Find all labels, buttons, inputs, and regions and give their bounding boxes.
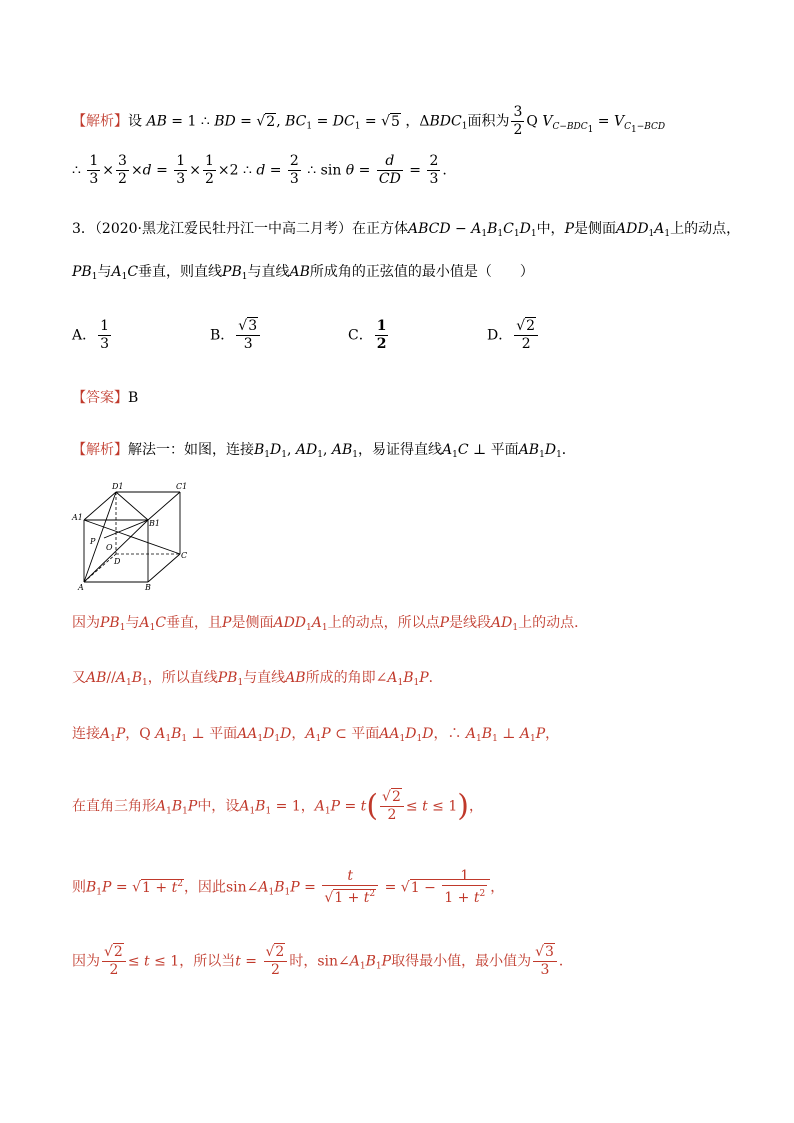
- label-a: A: [78, 583, 84, 592]
- label-b1: B1: [149, 519, 160, 528]
- label-d: D: [114, 557, 121, 566]
- method1-line: 【解析】解法一：如图，连接$B_1D_1$, $AD_1$, $AB_1$，易证得直线$A_1C$ ⊥ 平面$AB_1D_1$．: [72, 442, 576, 460]
- option-b: B． $\frac{√3}{3}$: [210, 318, 262, 353]
- option-a: A． $\frac{1}{3}$: [72, 318, 110, 352]
- explain-line-1: 因为$PB_1$与$A_1C$垂直，且P是侧面$ADD_1A_1$上的动点，所以点P是线段$AD_1$上的动点．: [72, 615, 589, 633]
- explain-line-3: 连接$A_1P$，Q $A_1B_1$ ⊥ 平面$AA_1D_1D$，$A_1P$ ⊂ 平面$AA_1D_1D$，∴ $A_1B_1$ ⊥ $A_1P$，: [72, 726, 560, 744]
- option-c: C． $\frac{1}{2}$: [348, 318, 387, 352]
- label-c1: C1: [176, 482, 188, 491]
- label-d1: D1: [112, 482, 124, 491]
- analysis-label: 【解析】: [72, 113, 128, 130]
- explain-line-6: 因为 $\frac{√2}{2}$ ≤ t ≤ 1，所以当t = $\frac{√2}{2}$ 时，$\sin\angle A_1B_1P$取得最小值，最小值为 $\frac{√3}{3}$ ．: [72, 944, 573, 978]
- answer-line: [72, 388, 138, 408]
- question-3-line-2: $PB_1$与$A_1C$垂直，则直线$PB_1$与直线AB所成角的正弦值的最小值是（ ）: [72, 264, 534, 282]
- explain-line-2: 又$AB//A_1B_1$，所以直线$PB_1$与直线AB所成的角即$\angle A_1B_1P$．: [72, 670, 443, 688]
- explain-line-5: 则$B_1P = √1 + t^2$，因此$\sin\angle A_1B_1P$ = $\frac{t}{√1 + t^2}$ = √1 − $\frac{1}{1 + t^2}$ ，: [72, 868, 505, 906]
- label-p: P: [90, 537, 96, 546]
- prev-analysis-line-1: 【解析】设 AB = 1 ∴ BD = √2, $BC_1 = DC_1 = √5$ ，$\Delta BDC_1$面积为 $\frac{3}{2}$ Q $V_{C-BDC_1} = V_{C_1-BCD}$: [72, 104, 666, 138]
- label-c: C: [181, 551, 188, 560]
- label-o: O: [106, 543, 113, 552]
- option-d: D． $\frac{√2}{2}$: [487, 318, 540, 353]
- cube-figure: [70, 478, 188, 592]
- label-b: B: [145, 583, 151, 592]
- answer-label: 【答案】: [72, 390, 128, 406]
- prev-analysis-line-2: ∴ $\frac{1}{3}$ × $\frac{3}{2}$ ×d = $\frac{1}{3}$ × $\frac{1}{2}$ ×2 ∴ d = $\frac{2}{3}$ ∴ sin θ = $\frac{d}{CD}$ = $\frac{2}{3}$ .: [72, 153, 447, 187]
- question-3-line-1: 3．（2020·黑龙江爱民牡丹江一中高二月考）在正方体ABCD − $A_1B_1C_1D_1$中，P是侧面$ADD_1A_1$上的动点，: [72, 221, 741, 239]
- label-a1: A1: [72, 513, 83, 522]
- answer-value: B: [128, 390, 139, 406]
- explain-line-4: 在直角三角形$A_1B_1P$中，设$A_1B_1 = 1$，$A_1P = t$( $\frac{√2}{2}$ ≤ t ≤ 1)，: [72, 788, 483, 824]
